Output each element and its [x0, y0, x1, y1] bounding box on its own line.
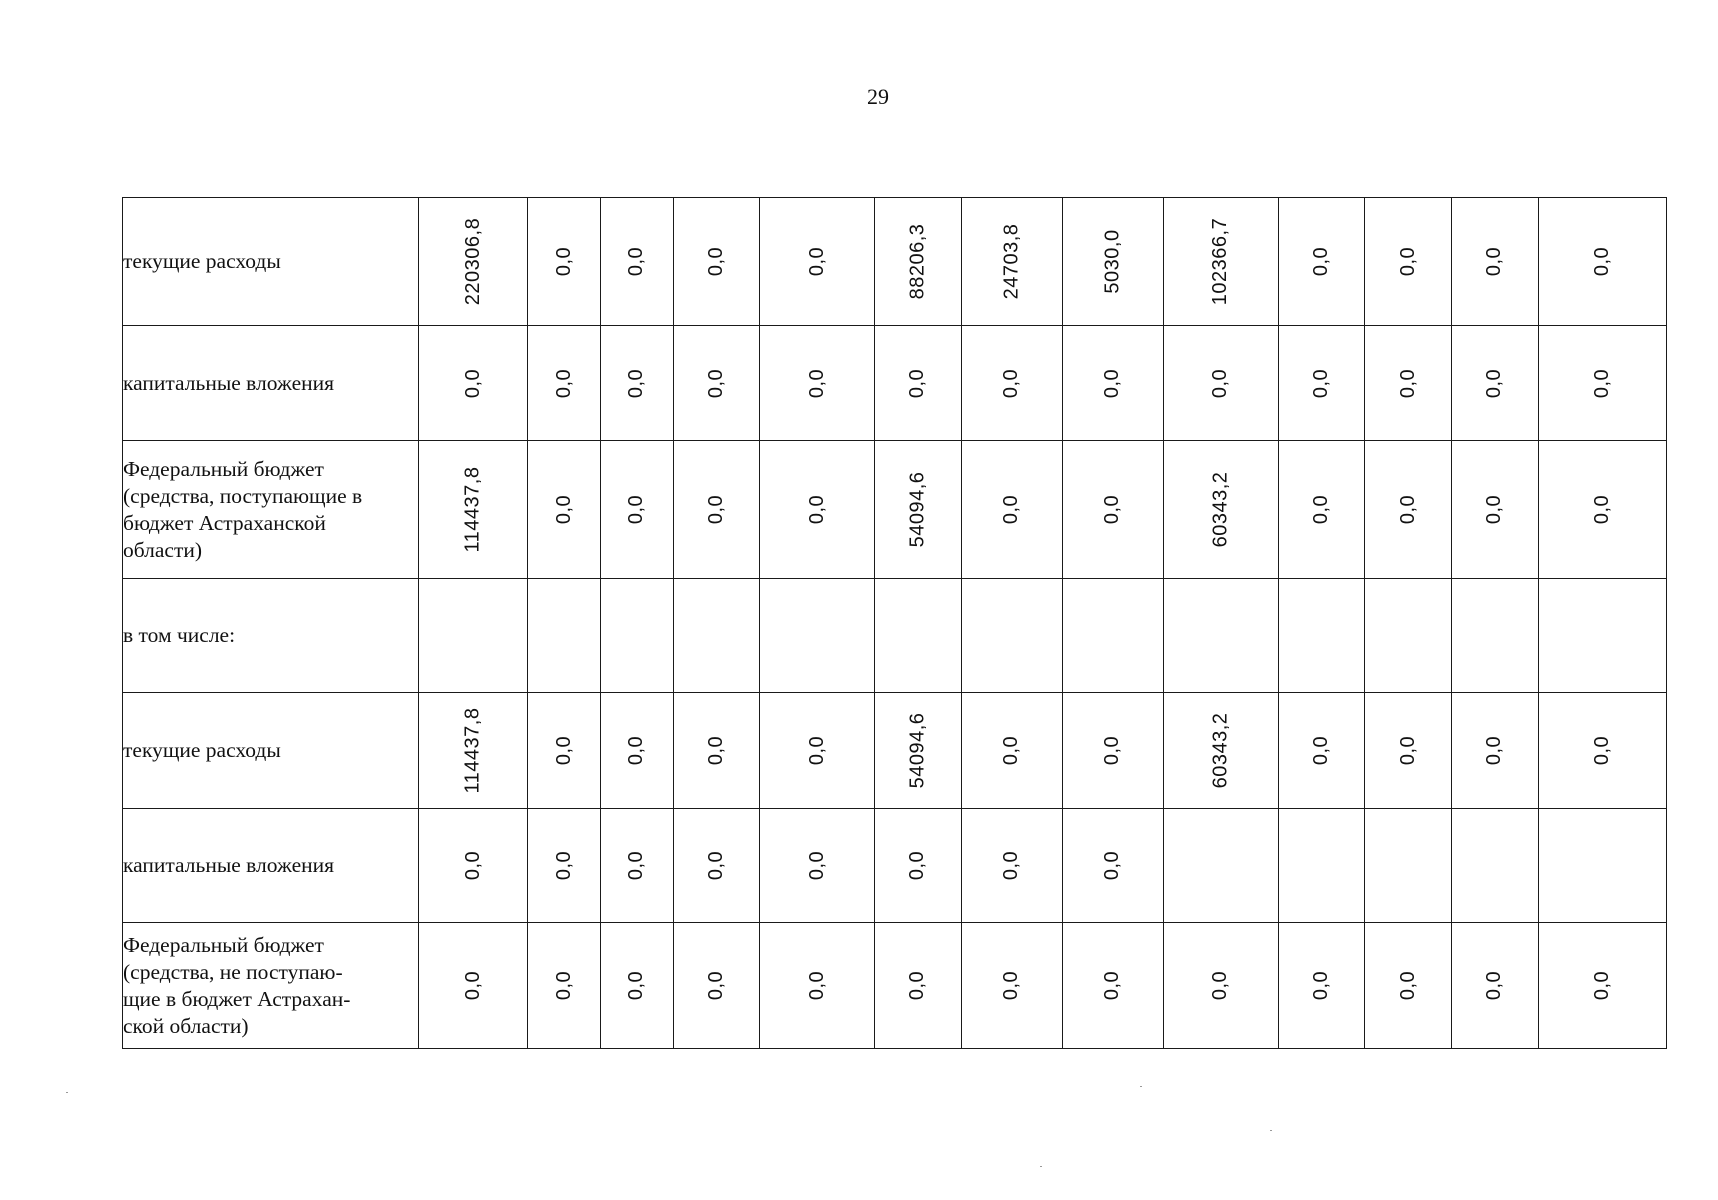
cell-value: 0,0: [1483, 494, 1506, 525]
table-cell: [419, 198, 528, 326]
table-cell: [962, 441, 1063, 579]
table-row: [123, 579, 1667, 693]
cell-value: 0,0: [625, 368, 648, 398]
table-cell: [673, 579, 760, 693]
cell-value: 0,0: [1310, 494, 1332, 525]
table-cell: [419, 441, 528, 579]
table-cell: [601, 579, 674, 693]
table-cell: [1365, 693, 1452, 809]
table-cell: [1538, 579, 1666, 693]
table-cell: [760, 441, 875, 579]
cell-value: 0,0: [625, 246, 648, 277]
table-cell: [1062, 579, 1163, 693]
row-label: капитальные вложения: [123, 809, 419, 923]
row-label: текущие расходы: [123, 198, 419, 326]
cell-value: 0,0: [1310, 246, 1332, 277]
table-cell: [528, 198, 601, 326]
cell-value: 0,0: [461, 970, 484, 1001]
cell-value: 0,0: [1590, 368, 1613, 398]
cell-value: 0,0: [552, 494, 575, 525]
table-cell: [419, 923, 528, 1049]
table-cell: [528, 441, 601, 579]
table-cell: [1452, 579, 1539, 693]
cell-value: 0,0: [461, 850, 484, 881]
budget-table: [122, 197, 1667, 1049]
table-cell: [1452, 693, 1539, 809]
table-cell: [1163, 198, 1278, 326]
table-cell: [1163, 923, 1278, 1049]
table-cell: [875, 326, 962, 441]
table-cell: [419, 326, 528, 441]
cell-value: 0,0: [1000, 970, 1023, 1001]
cell-value: 0,0: [1396, 970, 1419, 1001]
cell-value: 24703,8: [1000, 223, 1023, 300]
table-cell: [601, 326, 674, 441]
cell-value: 0,0: [1000, 368, 1023, 398]
cell-value: 0,0: [1590, 735, 1613, 766]
cell-value: 0,0: [805, 494, 828, 525]
table-cell: [1365, 923, 1452, 1049]
table-cell: [760, 198, 875, 326]
table-cell: [1062, 326, 1163, 441]
table-cell: [962, 809, 1063, 923]
table-cell: [1452, 198, 1539, 326]
cell-value: 0,0: [1483, 735, 1506, 766]
cell-value: 0,0: [1101, 850, 1124, 881]
cell-value: 0,0: [1000, 735, 1023, 766]
cell-value: 54094,6: [906, 712, 929, 789]
table-cell: [601, 923, 674, 1049]
table-row: [123, 441, 1667, 579]
cell-value: 0,0: [906, 970, 929, 1001]
cell-value: 0,0: [704, 246, 727, 277]
cell-value: 0,0: [1310, 970, 1332, 1001]
cell-value: 0,0: [1101, 970, 1124, 1001]
cell-value: 0,0: [704, 970, 727, 1001]
table-cell: [601, 693, 674, 809]
table-cell: [528, 579, 601, 693]
table-cell: [875, 579, 962, 693]
table-cell: [1538, 923, 1666, 1049]
cell-value: 0,0: [1396, 494, 1419, 525]
table-cell: [601, 198, 674, 326]
cell-value: 0,0: [704, 494, 727, 525]
table-cell: [962, 693, 1063, 809]
table-cell: [1163, 579, 1278, 693]
cell-value: 0,0: [1209, 368, 1232, 398]
table-cell: [875, 693, 962, 809]
table-cell: [1278, 693, 1365, 809]
cell-value: 0,0: [805, 970, 828, 1001]
table-cell: [1062, 809, 1163, 923]
table-cell: [1163, 693, 1278, 809]
table-cell: [1278, 326, 1365, 441]
table-cell: [1062, 198, 1163, 326]
table-row: [123, 198, 1667, 326]
table-cell: [1538, 809, 1666, 923]
cell-value: 0,0: [1101, 494, 1124, 525]
table-cell: [962, 923, 1063, 1049]
table-cell: [601, 809, 674, 923]
cell-value: 0,0: [805, 850, 828, 881]
cell-value: 0,0: [906, 850, 929, 881]
table-cell: [673, 693, 760, 809]
table-cell: [528, 809, 601, 923]
table-cell: [1365, 441, 1452, 579]
cell-value: 0,0: [1590, 494, 1613, 525]
table-cell: [1278, 809, 1365, 923]
table-cell: [1538, 693, 1666, 809]
cell-value: 0,0: [552, 735, 575, 766]
cell-value: 0,0: [1000, 494, 1023, 525]
table-cell: [1452, 809, 1539, 923]
table-cell: [1538, 198, 1666, 326]
table-cell: [1365, 198, 1452, 326]
table-row: [123, 693, 1667, 809]
table-cell: [1452, 326, 1539, 441]
table-cell: [1365, 326, 1452, 441]
cell-value: 0,0: [461, 368, 484, 398]
cell-value: 0,0: [1590, 246, 1613, 277]
cell-value: 0,0: [625, 850, 648, 881]
table-cell: [1365, 579, 1452, 693]
scan-speck: [66, 1092, 68, 1093]
table-cell: [528, 923, 601, 1049]
table-cell: [1278, 198, 1365, 326]
cell-value: 0,0: [704, 850, 727, 881]
table-cell: [1452, 923, 1539, 1049]
row-label: капитальные вложения: [123, 326, 419, 441]
cell-value: 0,0: [1590, 970, 1613, 1001]
table-cell: [1278, 923, 1365, 1049]
table-cell: [601, 441, 674, 579]
table-cell: [1452, 441, 1539, 579]
cell-value: 102366,7: [1209, 217, 1232, 306]
cell-value: 0,0: [1396, 368, 1419, 398]
scan-speck: [1140, 1086, 1142, 1087]
table-cell: [760, 579, 875, 693]
cell-value: 0,0: [625, 494, 648, 525]
table-cell: [1163, 326, 1278, 441]
table-cell: [528, 693, 601, 809]
cell-value: 0,0: [625, 735, 648, 766]
cell-value: 88206,3: [906, 223, 929, 300]
cell-value: 0,0: [552, 970, 575, 1001]
table-row: [123, 809, 1667, 923]
table-cell: [419, 579, 528, 693]
table-row: [123, 326, 1667, 441]
cell-value: 0,0: [1209, 970, 1232, 1001]
table-cell: [760, 326, 875, 441]
row-label: текущие расходы: [123, 693, 419, 809]
table-cell: [875, 923, 962, 1049]
table-cell: [1062, 693, 1163, 809]
table-cell: [1163, 809, 1278, 923]
cell-value: 0,0: [1483, 246, 1506, 277]
table-cell: [760, 693, 875, 809]
scan-speck: [1040, 1166, 1042, 1167]
cell-value: 0,0: [1310, 735, 1332, 766]
cell-value: 0,0: [704, 368, 727, 398]
cell-value: 0,0: [625, 970, 648, 1001]
page-number: 29: [867, 84, 889, 109]
row-label: в том числе:: [123, 579, 419, 693]
cell-value: 220306,8: [461, 217, 484, 306]
cell-value: 0,0: [1101, 368, 1124, 398]
table-cell: [875, 198, 962, 326]
cell-value: 0,0: [552, 850, 575, 881]
cell-value: 0,0: [805, 368, 828, 398]
cell-value: 114437,8: [461, 707, 484, 794]
cell-value: 0,0: [805, 735, 828, 766]
table-cell: [1278, 579, 1365, 693]
table-cell: [760, 809, 875, 923]
table-cell: [1163, 441, 1278, 579]
table-cell: [962, 198, 1063, 326]
table-cell: [875, 441, 962, 579]
cell-value: 0,0: [805, 246, 828, 277]
table-cell: [962, 579, 1063, 693]
cell-value: 54094,6: [906, 471, 929, 548]
cell-value: 0,0: [1396, 246, 1419, 277]
table-cell: [673, 441, 760, 579]
cell-value: 0,0: [552, 368, 575, 398]
table-cell: [673, 809, 760, 923]
table-cell: [1062, 441, 1163, 579]
table-cell: [760, 923, 875, 1049]
cell-value: 0,0: [1483, 970, 1506, 1001]
table-cell: [1538, 326, 1666, 441]
cell-value: 0,0: [1396, 735, 1419, 766]
table-cell: [1278, 441, 1365, 579]
scan-speck: [1270, 1130, 1272, 1131]
table-row: [123, 923, 1667, 1049]
cell-value: 0,0: [1483, 368, 1506, 398]
table-cell: [1538, 441, 1666, 579]
table-cell: [1365, 809, 1452, 923]
cell-value: 114437,8: [461, 466, 484, 553]
cell-value: 0,0: [906, 368, 929, 398]
table-cell: [673, 198, 760, 326]
cell-value: 5030,0: [1101, 229, 1124, 294]
cell-value: 60343,2: [1209, 712, 1232, 789]
cell-value: 0,0: [552, 246, 575, 277]
table-cell: [419, 693, 528, 809]
cell-value: 0,0: [1101, 735, 1124, 766]
table-cell: [962, 326, 1063, 441]
row-label: Федеральный бюджет (средства, не поступаю- щие в бюджет Астрахан- ской области): [123, 923, 419, 1049]
cell-value: 0,0: [704, 735, 727, 766]
table-cell: [1062, 923, 1163, 1049]
table-cell: [875, 809, 962, 923]
table-cell: [419, 809, 528, 923]
table-body: [123, 198, 1667, 1049]
table-cell: [673, 326, 760, 441]
cell-value: 60343,2: [1209, 471, 1232, 548]
cell-value: 0,0: [1310, 368, 1332, 398]
row-label: Федеральный бюджет (средства, поступающие в бюджет Астраханской области): [123, 441, 419, 579]
table-cell: [528, 326, 601, 441]
table-cell: [673, 923, 760, 1049]
cell-value: 0,0: [1000, 850, 1023, 881]
